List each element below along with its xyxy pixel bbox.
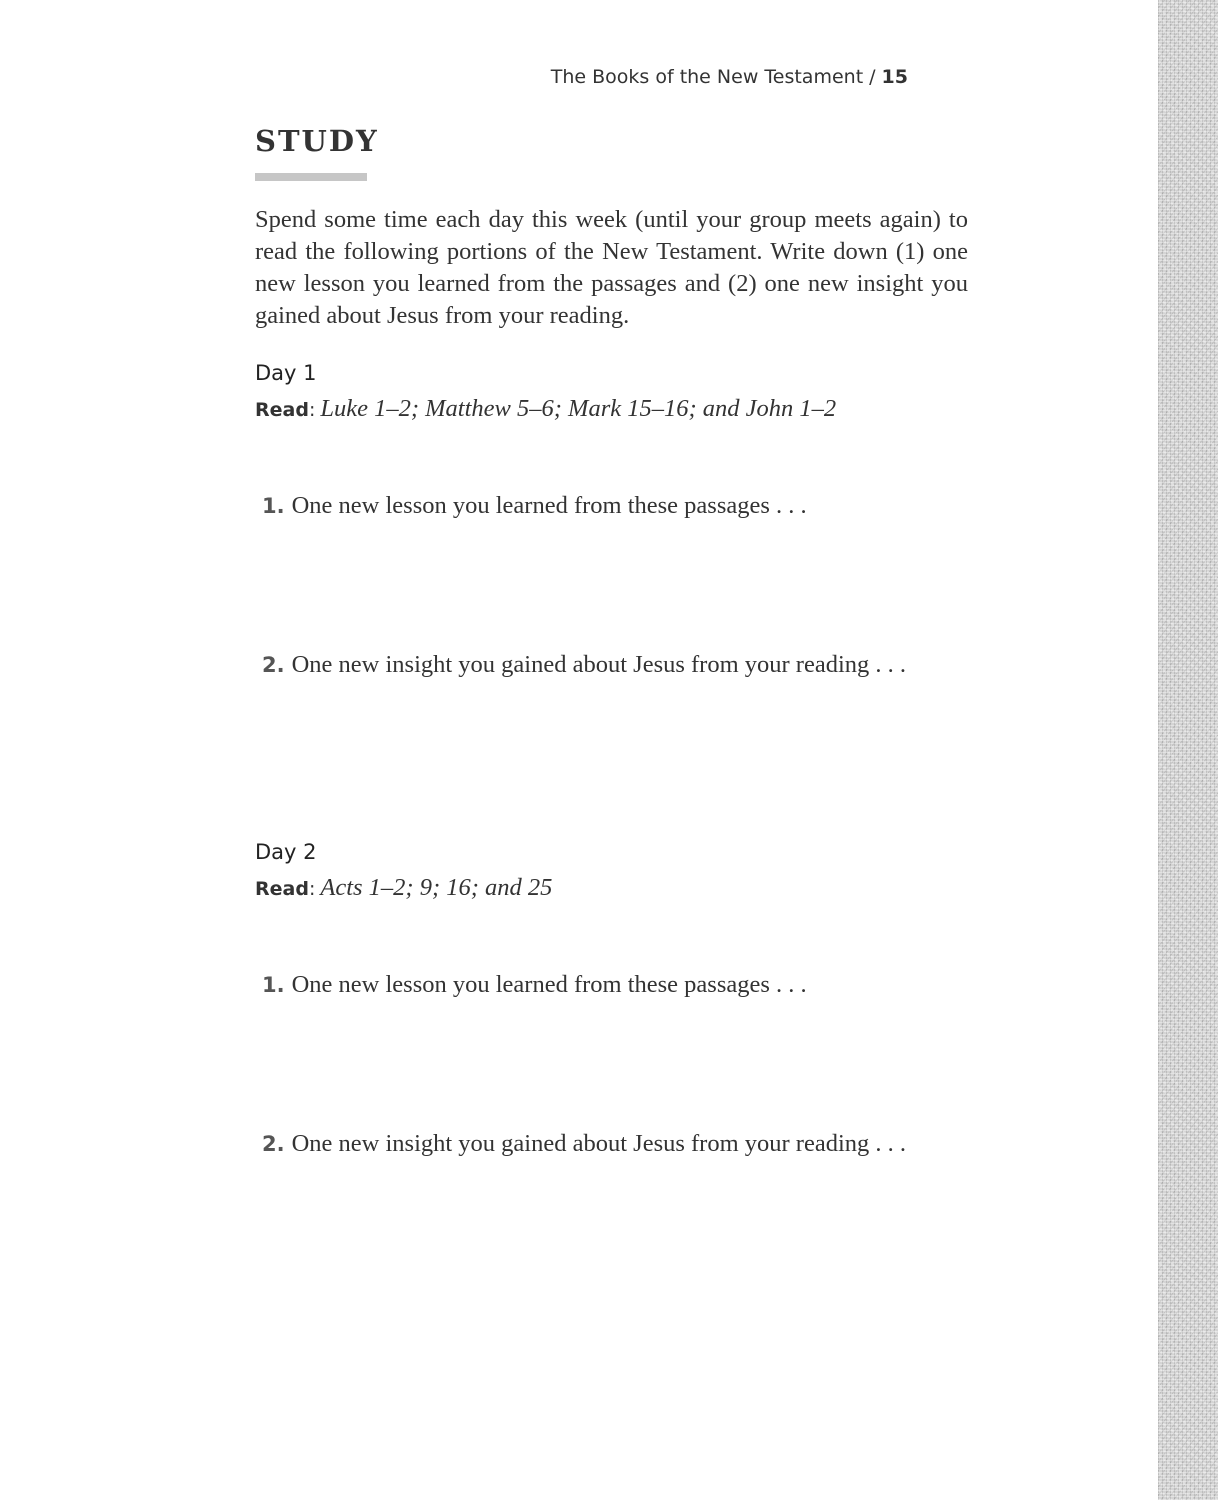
day-1-reading — [255, 395, 836, 423]
day-1-heading: Day 1 — [255, 361, 317, 385]
day-1-prompt-2 — [262, 651, 906, 679]
prompt-number: 2. — [262, 653, 285, 677]
intro-paragraph: Spend some time each day this week (until your group meets again) to read the following portions of the New Testament. Write down (1) one new lesson you learned from the passages and (2) one new insight you gained about Jesus from your reading. — [255, 206, 968, 329]
prompt-number: 1. — [262, 494, 285, 518]
section-title: STUDY — [255, 124, 379, 158]
prompt-text: One new insight you gained about Jesus from your reading . . . — [291, 651, 907, 678]
read-colon: : — [308, 878, 316, 900]
page-number: 15 — [881, 66, 908, 88]
day-2-prompt-2 — [262, 1130, 906, 1158]
prompt-text: One new lesson you learned from these passages . . . — [291, 492, 807, 519]
read-label: Read — [255, 878, 309, 900]
prompt-text: One new insight you gained about Jesus from your reading . . . — [291, 1130, 907, 1157]
day-2-prompt-1 — [262, 971, 807, 999]
prompt-text: One new lesson you learned from these passages . . . — [291, 971, 807, 998]
day-1-prompt-1 — [262, 492, 807, 520]
title-underline-rule — [255, 173, 367, 181]
prompt-number: 1. — [262, 973, 285, 997]
reading-passages: Acts 1–2; 9; 16; and 25 — [320, 874, 553, 901]
read-colon: : — [308, 399, 316, 421]
read-label: Read — [255, 399, 309, 421]
running-title: The Books of the New Testament — [550, 66, 864, 88]
running-header — [551, 66, 908, 88]
reading-passages: Luke 1–2; Matthew 5–6; Mark 15–16; and John 1–2 — [320, 395, 837, 422]
day-2-heading: Day 2 — [255, 840, 317, 864]
day-2-reading — [255, 874, 552, 902]
header-separator: / — [869, 66, 876, 88]
prompt-number: 2. — [262, 1132, 285, 1156]
page-edge-texture — [1158, 0, 1218, 1500]
